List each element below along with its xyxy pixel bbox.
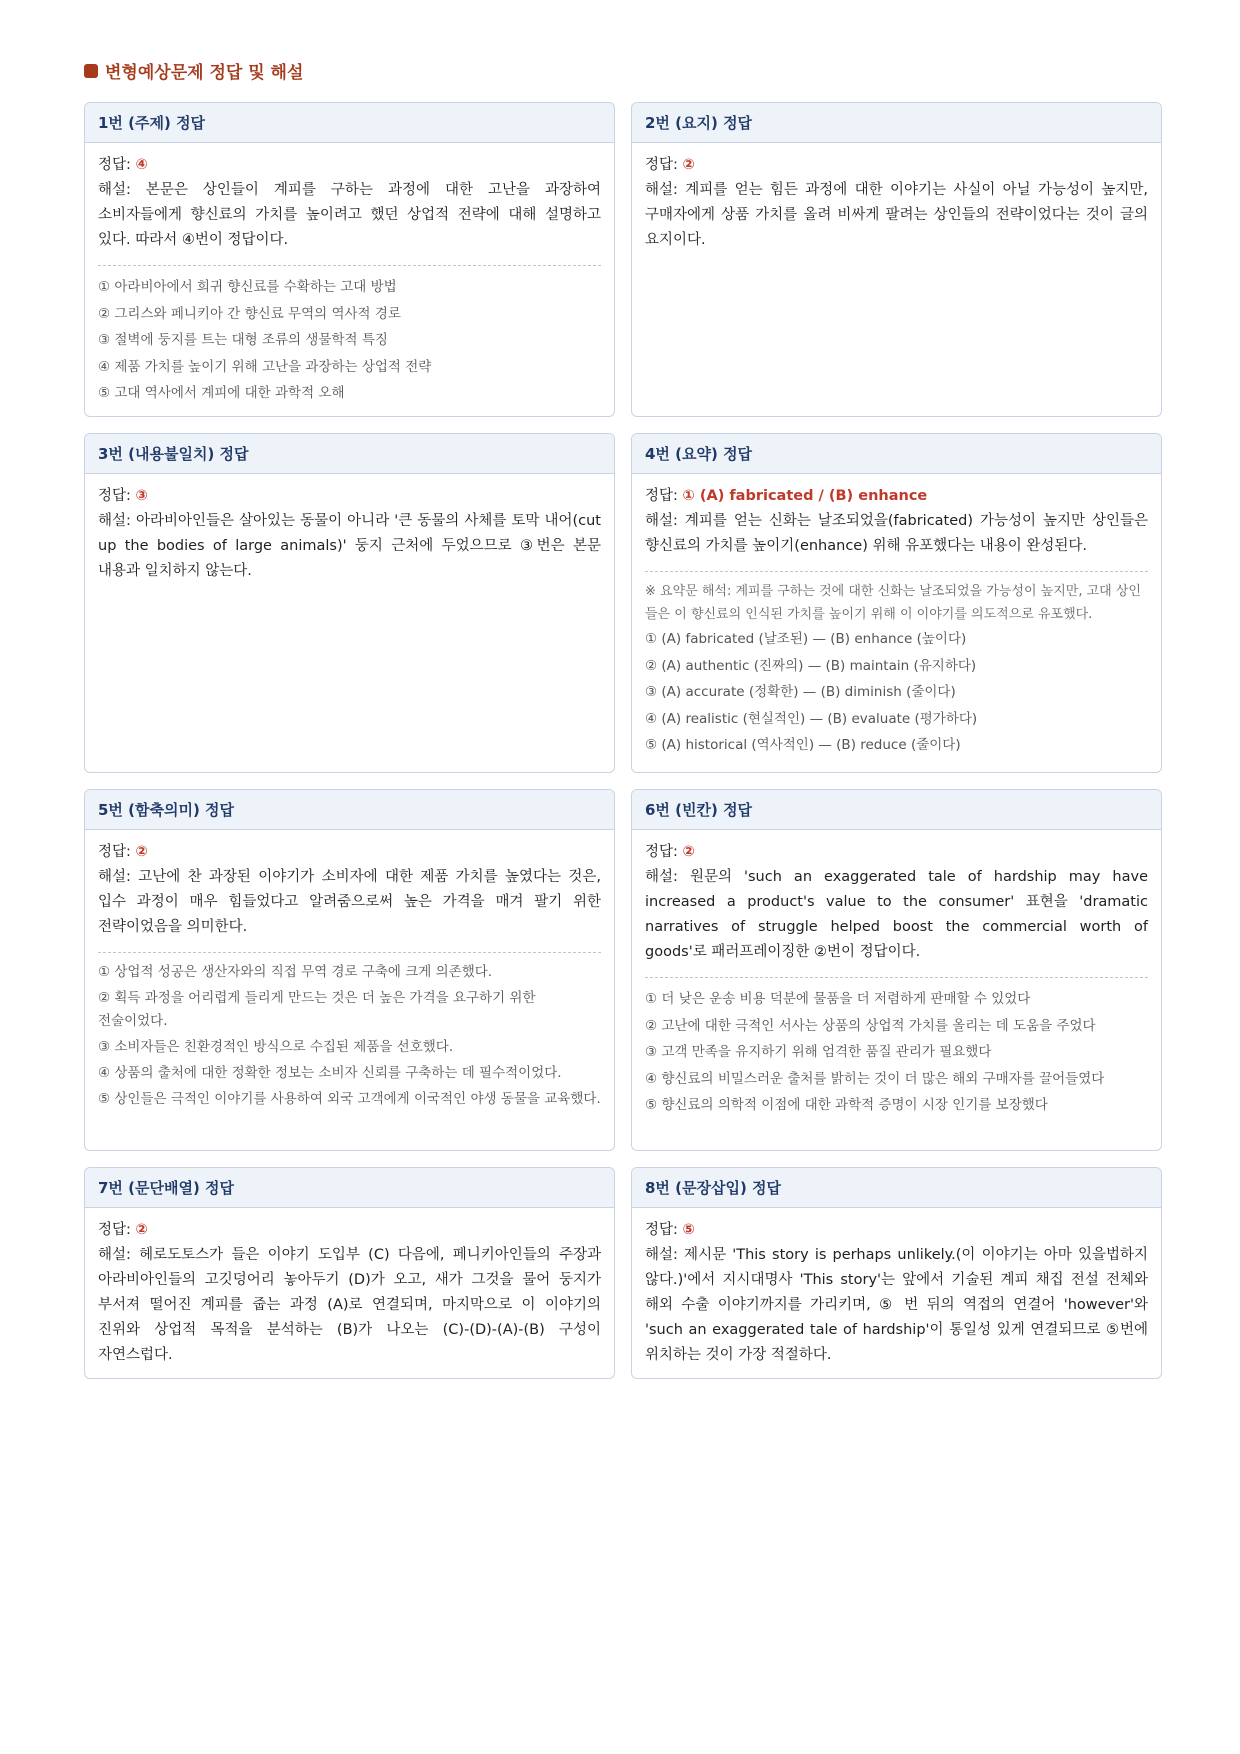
answer-label: 정답: xyxy=(645,844,683,860)
answer-value: ② xyxy=(135,1222,148,1238)
explanation: 해설: 아라비아인들은 살아있는 동물이 아니라 '큰 동물의 사체를 토막 내어(cut up the bodies of large animals)' 둥지 근처에 두었으므로 ③번은 본문 내용과 일치하지 않는다. xyxy=(98,513,601,579)
option-item: ③ (A) accurate (정확한) — (B) diminish (줄이다) xyxy=(645,684,956,700)
option-item: ④ (A) realistic (현실적인) — (B) evaluate (평가하다) xyxy=(645,710,978,727)
answer-label: 정답: xyxy=(98,844,136,860)
option-item: ⑤ 고대 역사에서 계피에 대한 과학적 오해 xyxy=(98,385,345,401)
answer-line xyxy=(98,484,601,509)
option-item: ③ 소비자들은 친환경적인 방식으로 수집된 제품을 선호했다. xyxy=(98,1039,454,1055)
option-item: ② 고난에 대한 극적인 서사는 상품의 상업적 가치를 올리는 데 도움을 주었다 xyxy=(645,1017,1096,1034)
option-item: ① (A) fabricated (날조된) — (B) enhance (높이다) xyxy=(645,631,967,647)
answer-card-2 xyxy=(631,102,1162,417)
divider xyxy=(645,977,1148,978)
card-title: 2번 (요지) 정답 xyxy=(632,103,1161,143)
answer-value: ② xyxy=(682,844,695,860)
answer-card-6 xyxy=(631,789,1162,1151)
explanation: 해설: 제시문 'This story is perhaps unlikely.(이 이야기는 아마 있을법하지 않다.)'에서 지시대명사 'This story'는 앞에서 기술된 계피 채집 전설 전체와 해외 수출 이야기까지를 가리키며, ⑤ 번 뒤의 역접의 연결어 'however'와 'such an exaggerated tale of hardship'이 통일성 있게 연결되므로 ⑤번에 위치하는 것이 가장 적절하다. xyxy=(645,1247,1148,1363)
summary-translation-note: ※ 요약문 해석: 계피를 구하는 것에 대한 신화는 날조되었을 가능성이 높지만, 고대 상인들은 이 향신료의 인식된 가치를 높이기 위해 이 이야기를 의도적으로 유포했다. xyxy=(645,584,1141,622)
option-list xyxy=(645,626,1148,759)
answer-line xyxy=(645,484,1148,509)
answer-label: 정답: xyxy=(98,488,136,504)
option-list xyxy=(645,986,1148,1119)
option-item: ⑤ 상인들은 극적인 이야기를 사용하여 외국 고객에게 이국적인 야생 동물을 교육했다. xyxy=(98,1091,601,1107)
answer-value: ③ xyxy=(135,488,148,504)
explanation: 해설: 원문의 'such an exaggerated tale of hardship may have increased a product's value to the consumer' 표현을 'dramatic narratives of struggle helped boost the commercial worth of goods'로 패러프레이징한 ②번이 정답이다. xyxy=(645,869,1148,960)
page-title-text: 변형예상문제 정답 및 해설 xyxy=(105,63,304,83)
answer-line xyxy=(98,840,601,865)
option-item: ④ 제품 가치를 높이기 위해 고난을 과장하는 상업적 전략 xyxy=(98,358,432,375)
option-item: ② 그리스와 페니키아 간 향신료 무역의 역사적 경로 xyxy=(98,305,401,322)
explanation: 해설: 계피를 얻는 힘든 과정에 대한 이야기는 사실이 아닐 가능성이 높지만, 구매자에게 상품 가치를 올려 비싸게 팔려는 상인들의 전략이었다는 것이 글의 요지이다. xyxy=(645,182,1148,248)
card-title: 6번 (빈칸) 정답 xyxy=(632,790,1161,830)
explanation: 해설: 고난에 찬 과장된 이야기가 소비자에 대한 제품 가치를 높였다는 것은, 입수 과정이 매우 힘들었다고 알려줌으로써 높은 가격을 매겨 팔기 위한 전략이었음을 의미한다. xyxy=(98,869,601,935)
option-item: ② (A) authentic (진짜의) — (B) maintain (유지하다) xyxy=(645,657,977,674)
option-item: ① 아라비아에서 희귀 향신료를 수확하는 고대 방법 xyxy=(98,279,397,295)
card-title: 3번 (내용불일치) 정답 xyxy=(85,434,614,474)
answer-value: ② xyxy=(135,844,148,860)
answer-label: 정답: xyxy=(645,157,683,173)
card-title: 5번 (함축의미) 정답 xyxy=(85,790,614,830)
answer-label: 정답: xyxy=(645,488,683,504)
answer-card-1 xyxy=(84,102,615,417)
answer-line xyxy=(645,1218,1148,1243)
answer-card-7 xyxy=(84,1167,615,1379)
answer-label: 정답: xyxy=(98,1222,136,1238)
card-title: 7번 (문단배열) 정답 xyxy=(85,1168,614,1208)
option-item: ⑤ 향신료의 의학적 이점에 대한 과학적 증명이 시장 인기를 보장했다 xyxy=(645,1097,1048,1113)
card-title: 8번 (문장삽입) 정답 xyxy=(632,1168,1161,1208)
answer-label: 정답: xyxy=(645,1222,683,1238)
answer-card-4 xyxy=(631,433,1162,773)
option-item: ② 획득 과정을 어리렵게 들리게 만드는 것은 더 높은 가격을 요구하기 위한 전술이었다. xyxy=(98,990,536,1029)
option-item: ③ 절벽에 둥지를 트는 대형 조류의 생물학적 특징 xyxy=(98,332,388,348)
option-list xyxy=(98,274,601,407)
answer-card-5 xyxy=(84,789,615,1151)
answer-line xyxy=(98,1218,601,1243)
answer-line xyxy=(98,153,601,178)
answer-line xyxy=(645,153,1148,178)
option-item: ④ 향신료의 비밀스러운 출처를 밝히는 것이 더 많은 해외 구매자를 끌어들였다 xyxy=(645,1070,1105,1087)
card-title: 4번 (요약) 정답 xyxy=(632,434,1161,474)
explanation: 해설: 계피를 얻는 신화는 날조되었을(fabricated) 가능성이 높지만 상인들은 향신료의 가치를 높이기(enhance) 위해 유포했다는 내용이 완성된다. xyxy=(645,513,1148,554)
divider xyxy=(645,571,1148,572)
option-item: ① 상업적 성공은 생산자와의 직접 무역 경로 구축에 크게 의존했다. xyxy=(98,964,493,980)
page-title xyxy=(84,58,303,83)
option-item: ⑤ (A) historical (역사적인) — (B) reduce (줄이다) xyxy=(645,737,961,753)
card-title: 1번 (주제) 정답 xyxy=(85,103,614,143)
answer-card-3 xyxy=(84,433,615,773)
answer-value: ② xyxy=(682,157,695,173)
option-item: ③ 고객 만족을 유지하기 위해 엄격한 품질 관리가 필요했다 xyxy=(645,1044,992,1060)
answer-line xyxy=(645,840,1148,865)
explanation: 해설: 본문은 상인들이 계피를 구하는 과정에 대한 고난을 과장하여 소비자들에게 향신료의 가치를 높이려고 했던 상업적 전략에 대해 설명하고 있다. 따라서 ④번이 정답이다. xyxy=(98,182,601,248)
divider xyxy=(98,265,601,266)
option-list xyxy=(98,961,601,1111)
option-item: ① 더 낮은 운송 비용 덕분에 물품을 더 저렴하게 판매할 수 있었다 xyxy=(645,991,1031,1007)
title-bullet-icon xyxy=(84,64,98,78)
divider xyxy=(98,952,601,953)
answer-value: ⑤ xyxy=(682,1222,695,1238)
answer-label: 정답: xyxy=(98,157,136,173)
explanation: 해설: 헤로도토스가 들은 이야기 도입부 (C) 다음에, 페니키아인들의 주장과 아라비아인들의 고깃덩어리 놓아두기 (D)가 오고, 새가 그것을 물어 둥지가 부서져 떨어진 계피를 줍는 과정 (A)로 연결되며, 마지막으로 이 이야기의 진위와 상업적 목적을 분석하는 (B)가 나오는 (C)-(D)-(A)-(B) 구성이 자연스럽다. xyxy=(98,1247,601,1363)
answer-card-8 xyxy=(631,1167,1162,1379)
option-item: ④ 상품의 출처에 대한 정확한 정보는 소비자 신뢰를 구축하는 데 필수적이었다. xyxy=(98,1065,562,1081)
answer-value: ④ xyxy=(135,157,148,173)
answer-value: ① (A) fabricated / (B) enhance xyxy=(682,488,928,504)
